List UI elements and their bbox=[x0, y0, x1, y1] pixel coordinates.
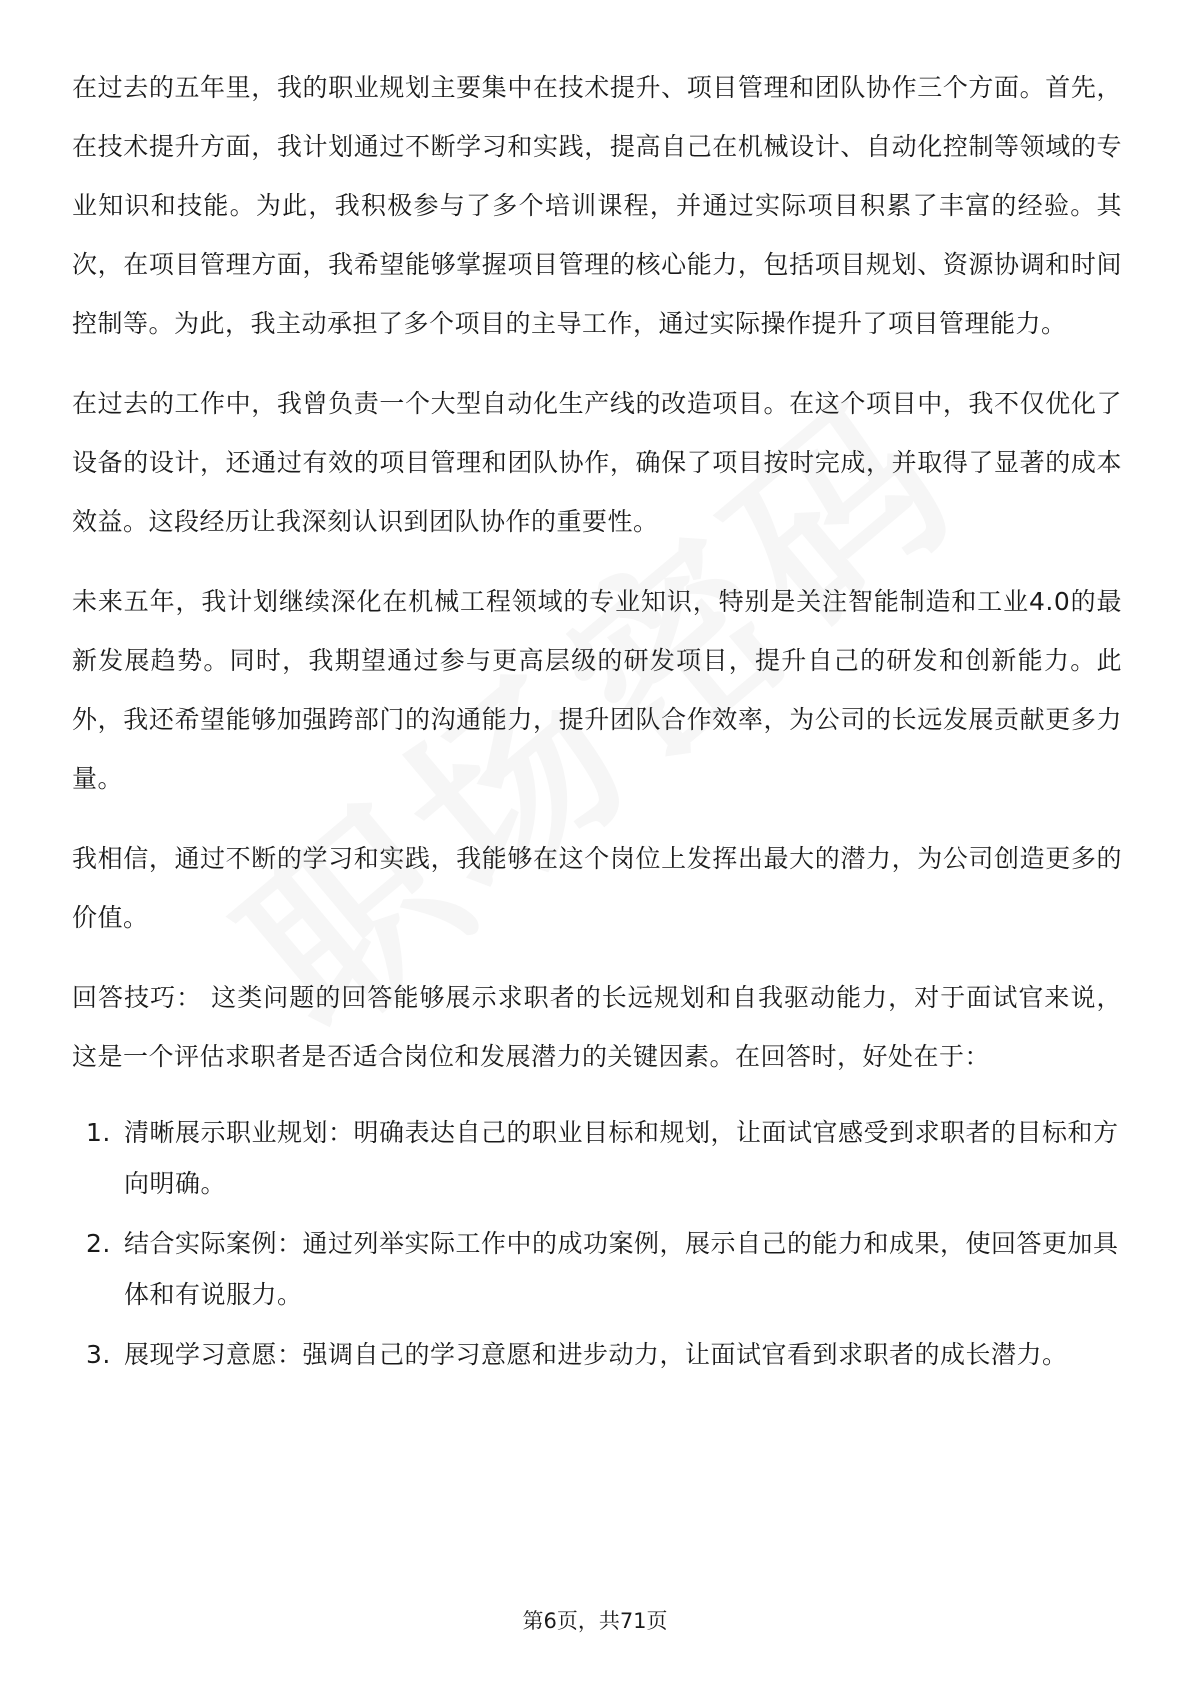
list-text: 清晰展示职业规划：明确表达自己的职业目标和规划，让面试官感受到求职者的目标和方向明确。 bbox=[124, 1118, 1119, 1198]
list-number: 2. bbox=[86, 1229, 111, 1258]
tips-list bbox=[72, 1107, 1122, 1380]
page-content bbox=[72, 58, 1122, 1389]
paragraph-career-plan: 在过去的五年里，我的职业规划主要集中在技术提升、项目管理和团队协作三个方面。首先，在技术提升方面，我计划通过不断学习和实践，提高自己在机械设计、自动化控制等领域的专业知识和技能。为此，我积极参与了多个培训课程，并通过实际项目积累了丰富的经验。其次，在项目管理方面，我希望能够掌握项目管理的核心能力，包括项目规划、资源协调和时间控制等。为此，我主动承担了多个项目的主导工作，通过实际操作提升了项目管理能力。 bbox=[72, 73, 1122, 338]
page-footer: 第6页，共71页 bbox=[522, 1609, 668, 1633]
paragraph-future-plan: 未来五年，我计划继续深化在机械工程领域的专业知识，特别是关注智能制造和工业4.0的最新发展趋势。同时，我期望通过参与更高层级的研发项目，提升自己的研发和创新能力。此外，我还希望能够加强跨部门的沟通能力，提升团队合作效率，为公司的长远发展贡献更多力量。 bbox=[72, 587, 1122, 793]
list-item bbox=[72, 1107, 1122, 1209]
list-number: 1. bbox=[86, 1118, 111, 1147]
list-item bbox=[72, 1218, 1122, 1320]
list-item bbox=[72, 1329, 1122, 1380]
list-text: 结合实际案例：通过列举实际工作中的成功案例，展示自己的能力和成果，使回答更加具体和有说服力。 bbox=[124, 1229, 1119, 1309]
paragraph-belief: 我相信，通过不断的学习和实践，我能够在这个岗位上发挥出最大的潜力，为公司创造更多的价值。 bbox=[72, 844, 1122, 932]
list-text: 展现学习意愿：强调自己的学习意愿和进步动力，让面试官看到求职者的成长潜力。 bbox=[124, 1340, 1068, 1369]
paragraph-answer-tips: 回答技巧： 这类问题的回答能够展示求职者的长远规划和自我驱动能力，对于面试官来说，这是一个评估求职者是否适合岗位和发展潜力的关键因素。在回答时，好处在于： bbox=[72, 983, 1122, 1071]
paragraph-past-project: 在过去的工作中，我曾负责一个大型自动化生产线的改造项目。在这个项目中，我不仅优化了设备的设计，还通过有效的项目管理和团队协作，确保了项目按时完成，并取得了显著的成本效益。这段经历让我深刻认识到团队协作的重要性。 bbox=[72, 389, 1122, 536]
list-number: 3. bbox=[86, 1340, 111, 1369]
